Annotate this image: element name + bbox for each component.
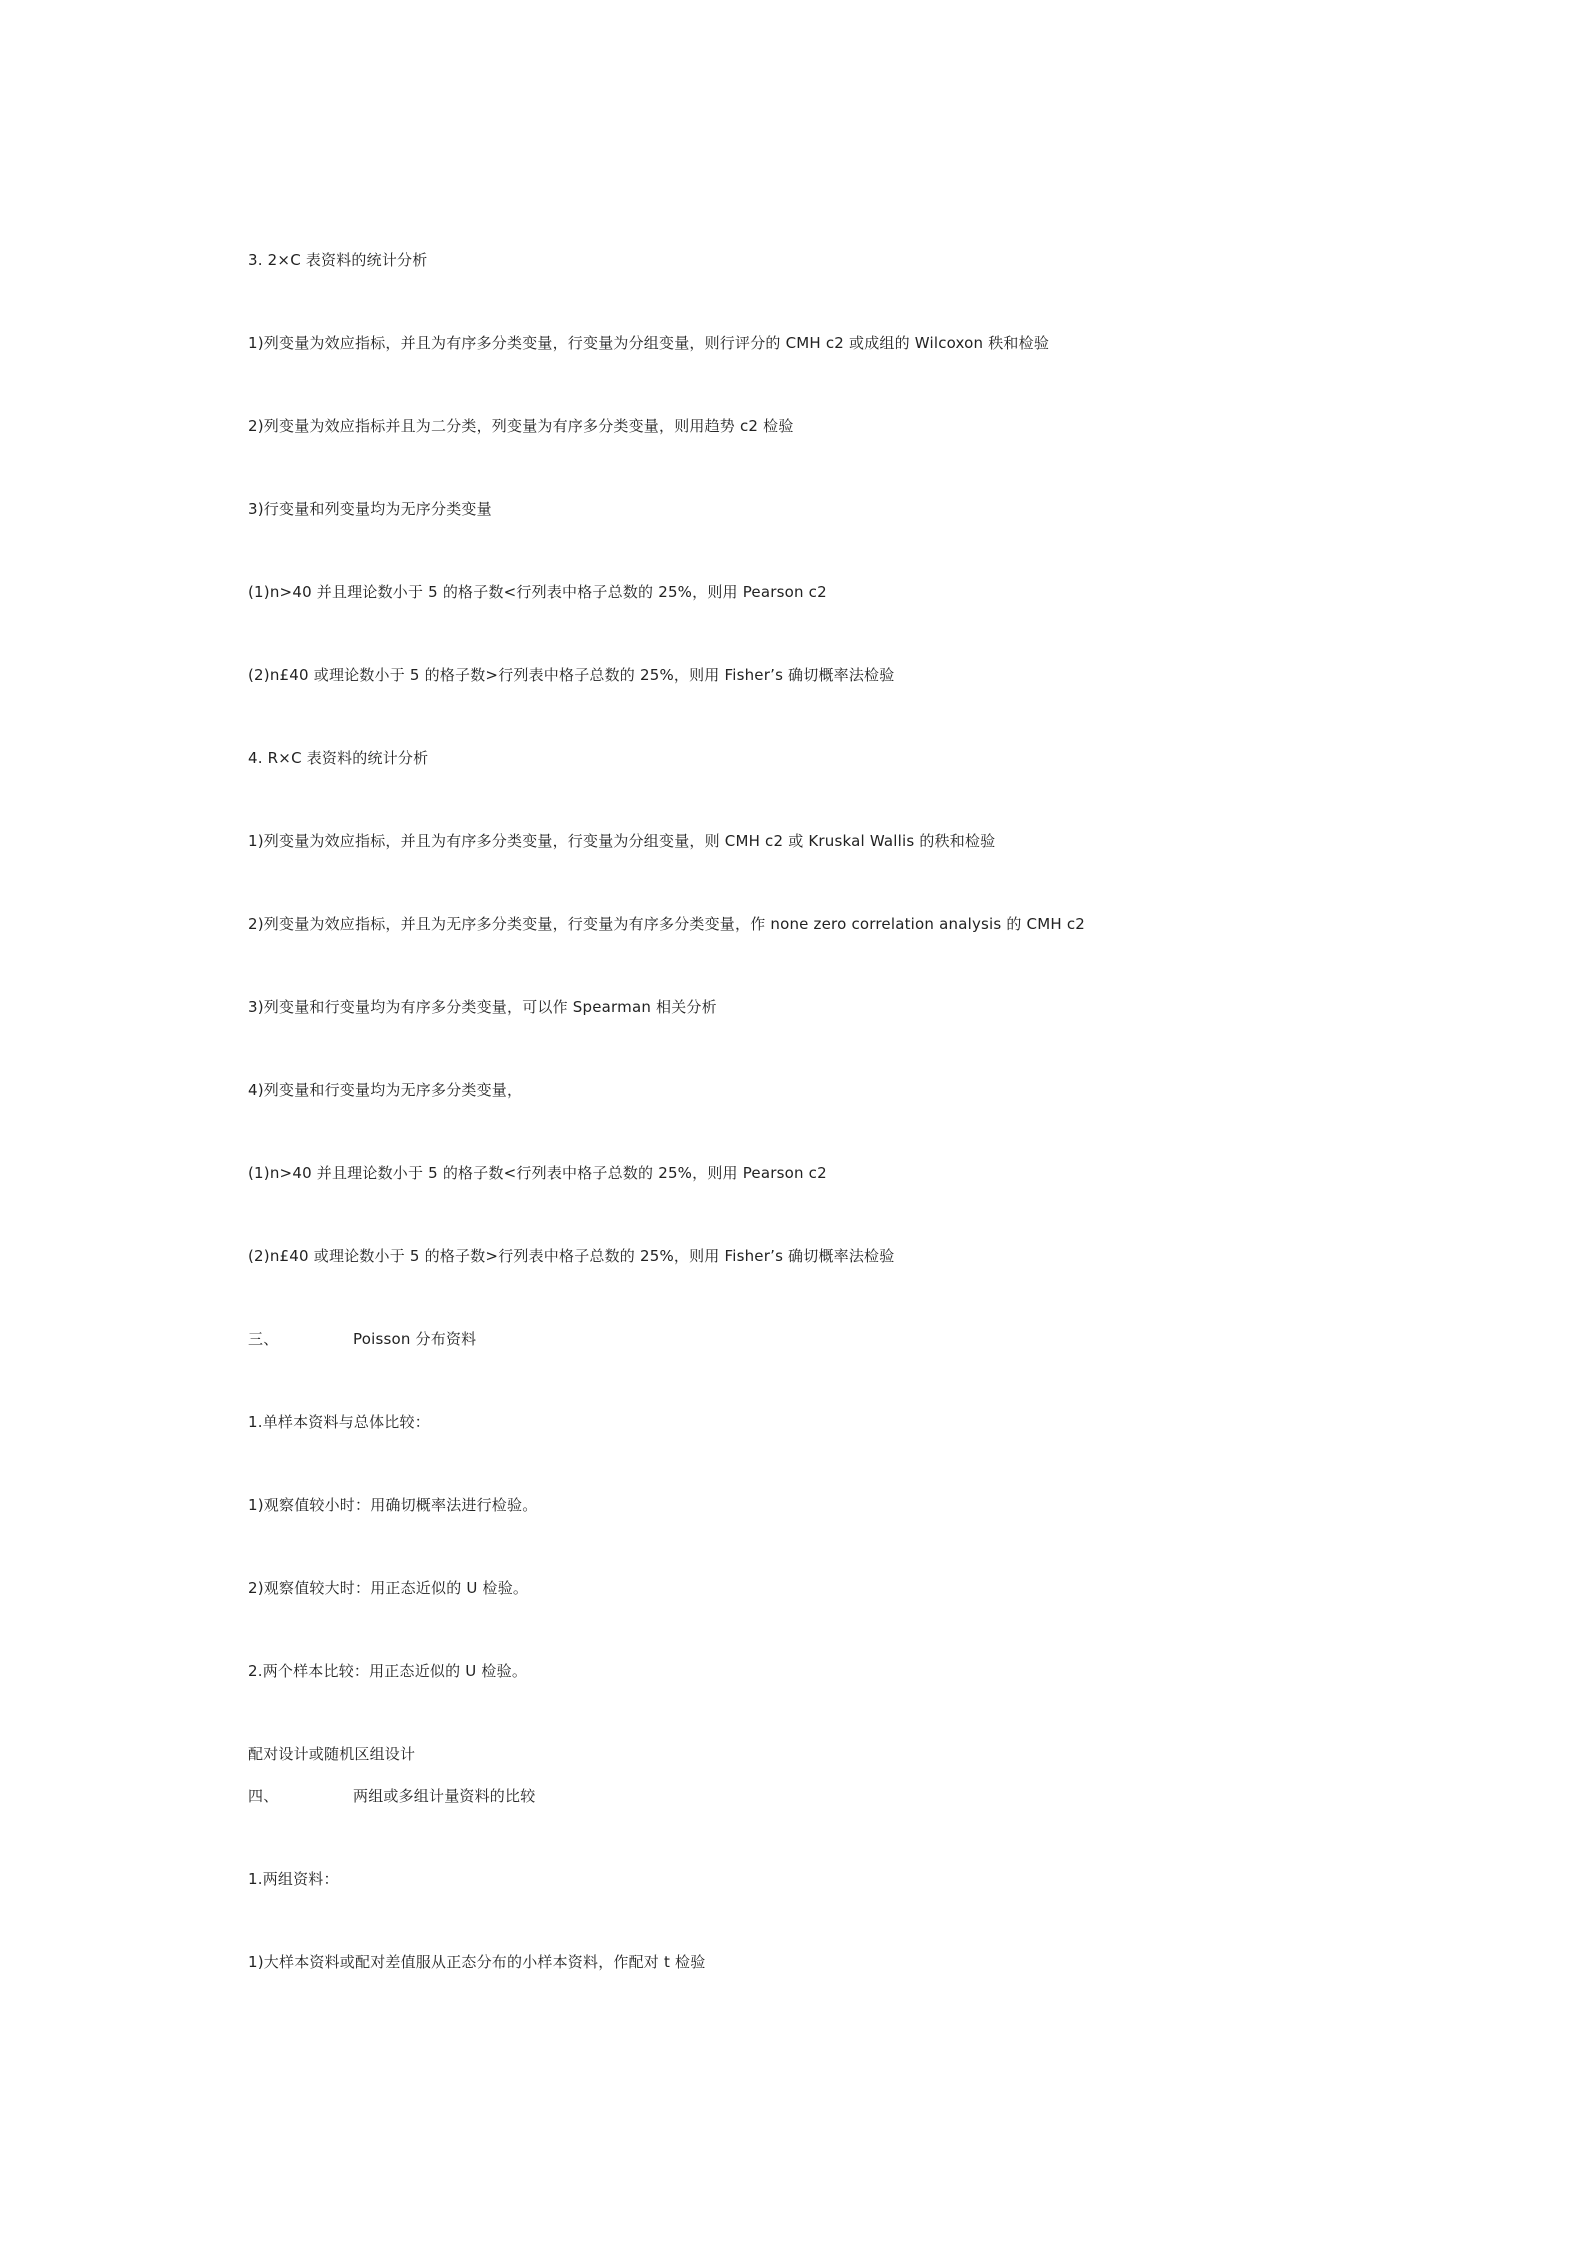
paragraph: 1)观察值较小时：用确切概率法进行检验。 [248,1496,538,1514]
paragraph: 2)列变量为效应指标并且为二分类，列变量为有序多分类变量，则用趋势 c2 检验 [248,417,794,435]
paragraph: 1)大样本资料或配对差值服从正态分布的小样本资料，作配对 t 检验 [248,1953,706,1971]
paragraph: 2.两个样本比较：用正态近似的 U 检验。 [248,1662,528,1680]
paragraph: 4)列变量和行变量均为无序多分类变量， [248,1081,523,1099]
heading-text: 两组或多组计量资料的比较 [353,1787,536,1805]
heading-text: Poisson 分布资料 [353,1330,477,1348]
paragraph: 配对设计或随机区组设计 [248,1745,416,1763]
section-heading-rxc: 4. R×C 表资料的统计分析 [248,749,429,767]
section-heading-measurement [248,1786,535,1806]
paragraph: (1)n>40 并且理论数小于 5 的格子数<行列表中格子总数的 25%，则用 Pearson c2 [248,583,827,601]
paragraph: 1)列变量为效应指标，并且为有序多分类变量，行变量为分组变量，则行评分的 CMH c2 或成组的 Wilcoxon 秩和检验 [248,334,1050,352]
heading-number: 四、 [248,1787,279,1805]
section-heading-poisson [248,1329,476,1349]
paragraph: 3)行变量和列变量均为无序分类变量 [248,500,492,518]
paragraph: (2)n£40 或理论数小于 5 的格子数>行列表中格子总数的 25%，则用 Fisher’s 确切概率法检验 [248,1247,895,1265]
paragraph: 1.单样本资料与总体比较： [248,1413,430,1431]
paragraph: 1.两组资料： [248,1870,339,1888]
paragraph: 1)列变量为效应指标，并且为有序多分类变量，行变量为分组变量，则 CMH c2 或 Kruskal Wallis 的秩和检验 [248,832,996,850]
paragraph: (2)n£40 或理论数小于 5 的格子数>行列表中格子总数的 25%，则用 Fisher’s 确切概率法检验 [248,666,895,684]
section-heading-2xc: 3. 2×C 表资料的统计分析 [248,251,428,269]
paragraph: 2)列变量为效应指标，并且为无序多分类变量，行变量为有序多分类变量，作 none zero correlation analysis 的 CMH c2 [248,915,1086,933]
paragraph: (1)n>40 并且理论数小于 5 的格子数<行列表中格子总数的 25%，则用 Pearson c2 [248,1164,827,1182]
paragraph: 2)观察值较大时：用正态近似的 U 检验。 [248,1579,529,1597]
heading-number: 三、 [248,1330,279,1348]
paragraph: 3)列变量和行变量均为有序多分类变量，可以作 Spearman 相关分析 [248,998,717,1016]
